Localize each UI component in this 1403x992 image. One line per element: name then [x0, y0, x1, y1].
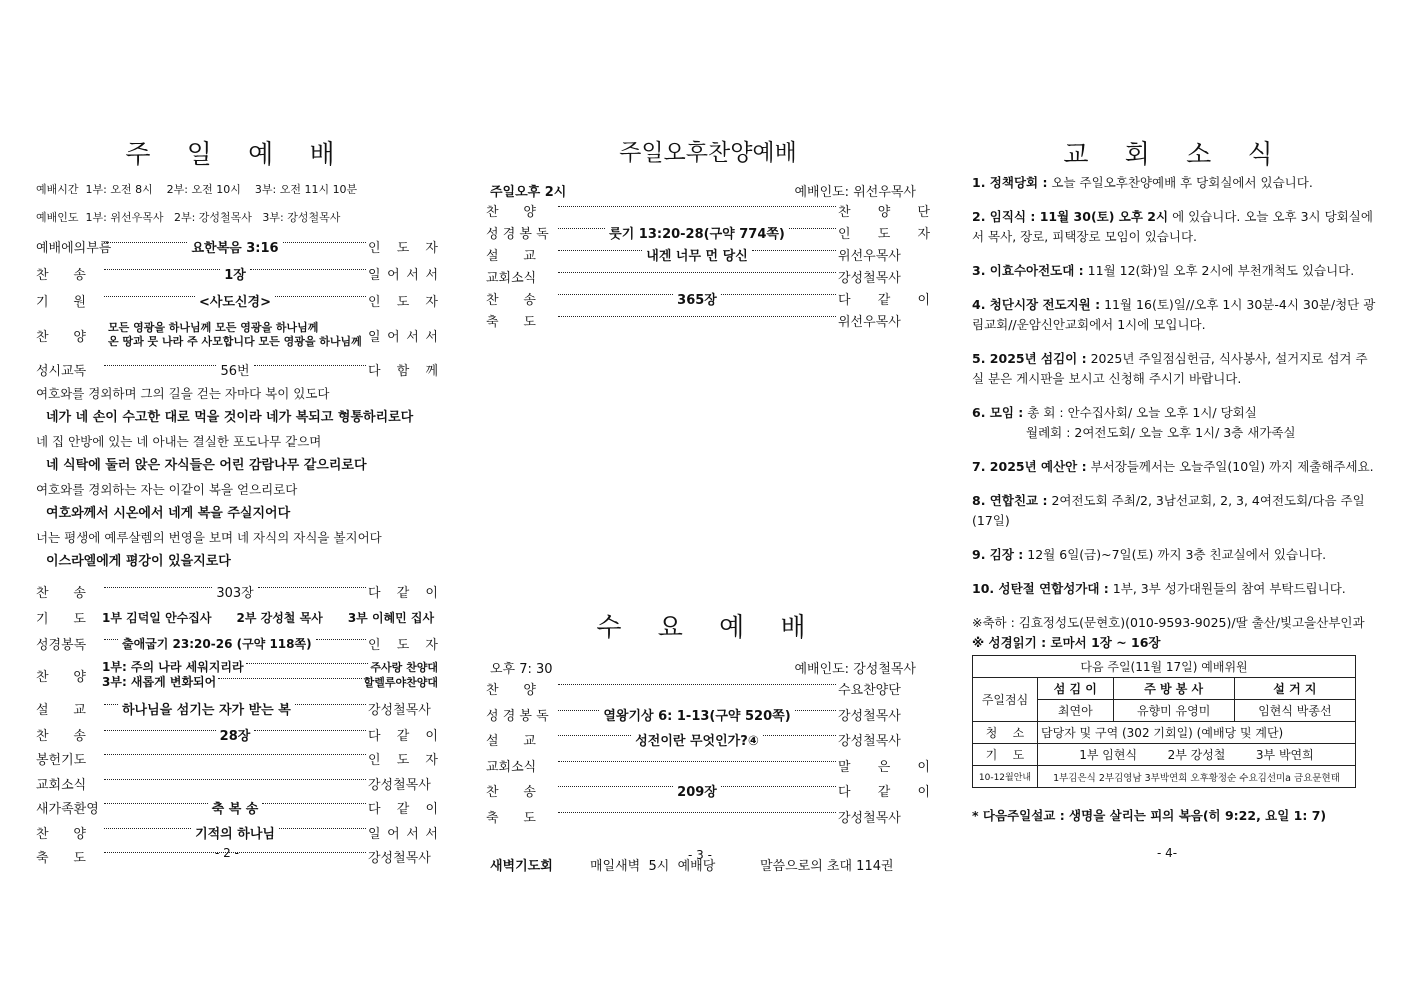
order-label: 찬 양	[36, 826, 86, 842]
order-item: 축 복 송	[211, 802, 259, 818]
order-item: 365장	[677, 292, 717, 308]
order-who: 찬 양 단	[838, 204, 930, 220]
order-label: 설 교	[486, 734, 536, 750]
news-item	[972, 349, 1378, 389]
responsive-reading-row	[36, 356, 438, 382]
sermon-label: 설 교	[36, 702, 86, 718]
order-who: 강성철목사	[838, 734, 901, 750]
next-sermon: * 다음주일설교 : 생명을 살리는 피의 복음(히 9:22, 요일 1: 7)	[972, 808, 1327, 823]
order-row	[486, 221, 930, 243]
wednesday-worship-title: 수 요 예 배	[596, 613, 820, 643]
prayer-text: 1부 김덕일 안수집사 2부 강성철 목사 3부 이혜민 집사	[102, 610, 435, 625]
read-label: 성시교독	[36, 363, 87, 379]
order-who: 강성철목사	[368, 851, 431, 867]
news-item	[972, 207, 1378, 247]
order-who: 인 도 자	[838, 226, 931, 242]
h-kitchen: 주 방 봉 사	[1113, 678, 1234, 700]
news-item	[972, 491, 1378, 531]
clean-label: 청 소	[973, 722, 1038, 744]
order-row	[486, 199, 930, 221]
news-item	[972, 403, 1378, 423]
read2-who: 인 도 자	[368, 637, 438, 653]
hymn-row	[36, 314, 438, 356]
order-who: 다 같 이	[838, 785, 931, 801]
news-heading: 5. 2025년 섬김이 :	[972, 351, 1087, 366]
order-row	[486, 753, 930, 779]
order-label: 교회소식	[36, 777, 87, 793]
hymn2-label: 찬 송	[36, 585, 86, 601]
order-item: 209장	[677, 785, 717, 801]
order-row	[486, 727, 930, 753]
order-who: 위선우목사	[838, 248, 901, 264]
order-who: 강성철목사	[368, 777, 431, 793]
news-heading: 7. 2025년 예산안 :	[972, 459, 1087, 474]
page-number-2: - 2 -	[215, 846, 239, 860]
order-label: 축 도	[486, 314, 536, 330]
news-list	[972, 173, 1378, 599]
wednesday-order	[486, 676, 930, 829]
sermon-row	[36, 694, 438, 722]
order-row	[486, 778, 930, 804]
sermon-who: 강성철목사	[368, 702, 431, 718]
hymn2-who: 다 같 이	[368, 585, 438, 601]
order-label: 성 경 봉 독	[486, 226, 549, 242]
order-who: 수요찬양단	[838, 683, 901, 699]
hymn-who: 일 어 서 서	[368, 329, 438, 345]
choir-1-who: 주사랑 찬양대	[370, 661, 438, 674]
duty-table	[972, 655, 1356, 788]
read2-row	[36, 630, 438, 656]
order-who: 인 도 자	[368, 241, 438, 256]
order-row	[36, 796, 438, 821]
news-text: 11월 12(화)일 오후 2시에 부천개척도 있습니다.	[1087, 263, 1355, 278]
order-who: 다 같 이	[368, 802, 439, 818]
order-item: <사도신경>	[198, 295, 272, 310]
order-label: 찬 송	[486, 785, 536, 801]
order-item: 성전이란 무엇인가?④	[635, 734, 759, 750]
order-who: 일 어 서 서	[368, 826, 438, 842]
page-2	[36, 130, 438, 869]
news-text: 2025년 주일점심헌금, 식사봉사, 설거지로 섬겨 주실 분은 게시판을 보시고 신청해 주시기 바랍니다.	[972, 351, 1368, 386]
order-who: 위선우목사	[838, 314, 901, 330]
afternoon-worship-title: 주일오후찬양예배	[619, 140, 797, 166]
pray-label: 기 도	[973, 744, 1038, 766]
order-label: 축 도	[486, 810, 536, 826]
news-text: 총 회 : 안수집사회/ 오늘 오후 1시/ 당회실	[1027, 405, 1257, 420]
afternoon-order	[486, 199, 930, 331]
news-text: 1부, 3부 성가대원들의 참여 부탁드립니다.	[1112, 581, 1346, 596]
news-heading: 1. 정책당회 :	[972, 175, 1048, 190]
order-item: 열왕기상 6: 1-13(구약 520쪽)	[603, 708, 791, 724]
order-item: 1장	[224, 268, 246, 283]
hymn-line-2: 온 땅과 뭇 나라 주 사모합니다 모든 영광을 하나님께	[108, 335, 362, 348]
dawn-text: 매일새벽 5시 예배당	[590, 859, 716, 874]
h-dishes: 설 거 지	[1234, 678, 1355, 700]
order-row	[36, 287, 438, 314]
lunch-label: 주일점심	[973, 678, 1038, 722]
prayer-row	[36, 604, 438, 630]
worship-leaders: 예배인도 1부: 위선우목사 2부: 강성철목사 3부: 강성철목사	[36, 211, 341, 224]
order-row	[36, 722, 438, 747]
order-who: 다 같 이	[368, 728, 438, 744]
wednesday-time: 오후 7: 30	[490, 661, 553, 677]
clean-value: 담당자 및 구역 (302 기회일) (예배당 및 계단)	[1038, 722, 1356, 744]
psalm-line: 너는 평생에 예루살렘의 번영을 보며 네 자식의 자식을 볼지어다	[36, 530, 382, 545]
news-heading: 10. 성탄절 연합성가대 :	[972, 581, 1109, 596]
news-text: 12월 6일(금)~7일(토) 까지 3층 친교실에서 있습니다.	[1027, 547, 1327, 562]
order-who: 일 어 서 서	[368, 268, 439, 283]
order-item: 룻기 13:20-28(구약 774쪽)	[609, 226, 785, 242]
order-row	[486, 702, 930, 728]
h-servers: 섬 김 이	[1038, 678, 1114, 700]
order-label: 찬 송	[36, 728, 86, 744]
read-who: 다 함 께	[368, 363, 439, 379]
order-row	[486, 243, 930, 265]
v-dishes: 임현식 박종선	[1234, 700, 1355, 722]
read2-mid: 출애굽기 23:20-26 (구약 118쪽)	[122, 636, 312, 651]
order-row	[36, 747, 438, 772]
order-row	[36, 233, 438, 260]
psalm-line: 여호와를 경외하며 그의 길을 걷는 자마다 복이 있도다	[36, 386, 330, 401]
page-number-3: - 3 -	[688, 848, 712, 862]
order-label: 설 교	[486, 248, 536, 264]
order-who: 강성철목사	[838, 270, 901, 286]
prayer-label: 기 도	[36, 611, 86, 627]
congrats: ※축하 : 김효정성도(문현호)(010-9593-9025)/딸 출산/빛고을산부인과	[972, 615, 1365, 630]
psalm-line: 네가 네 손이 수고한 대로 먹을 것이라 네가 복되고 형통하리로다	[46, 410, 414, 425]
page-4	[972, 130, 1378, 824]
news-item	[972, 173, 1378, 193]
psalm-line: 여호와께서 시온에서 네게 복을 주실지어다	[46, 506, 291, 521]
order-label: 새가족환영	[36, 802, 99, 818]
choir-1: 1부: 주의 나라 세워지리라	[102, 660, 244, 674]
order-label: 성 경 봉 독	[486, 708, 549, 724]
news-text: 부서장들께서는 오늘주일(10일) 까지 제출해주세요.	[1090, 459, 1374, 474]
guide-label: 10-12월안내	[973, 766, 1038, 788]
news-heading: 6. 모임 :	[972, 405, 1024, 420]
wednesday-leader: 예배인도: 강성철목사	[794, 661, 916, 677]
news-heading: 4. 청단시장 전도지원 :	[972, 297, 1101, 312]
dawn-book: 말씀으로의 초대 114권	[760, 859, 894, 874]
order-who: 다 같 이	[838, 292, 931, 308]
choir-2-who: 할렐루야찬양대	[363, 676, 438, 689]
sunday-worship-title: 주 일 예 배	[125, 140, 349, 170]
hymn-line-1: 모든 영광을 하나님께 모든 영광을 하나님께	[108, 321, 319, 334]
news-item	[972, 423, 1378, 443]
afternoon-leader: 예배인도: 위선우목사	[794, 184, 916, 200]
afternoon-time: 주일오후 2시	[490, 184, 567, 200]
order-item: 요한복음 3:16	[191, 241, 279, 256]
hymn-label: 찬 양	[36, 329, 86, 345]
order-a	[36, 233, 438, 314]
order-who: 말 은 이	[838, 759, 930, 775]
psalm-text	[36, 382, 438, 574]
pray-value: 1부 임현식 2부 강성철 3부 박연희	[1038, 744, 1356, 766]
news-heading: 2. 임직식 : 11월 30(토) 오후 2시	[972, 209, 1169, 224]
news-text: 11월 16(토)일//오후 1시 30분-4시 30분/청단 광림교회//운암신안교회에서 1시에 모입니다.	[972, 297, 1376, 332]
news-heading: 9. 김장 :	[972, 547, 1024, 562]
news-text: 월례회 : 2여전도회/ 오늘 오후 1시/ 3층 새가족실	[1026, 425, 1296, 440]
order-who: 인 도 자	[368, 753, 438, 769]
order-row	[486, 804, 930, 830]
guide-value: 1부김은식 2부김영남 3부박연희 오후황정순 수요김선미a 금요문현태	[1038, 766, 1356, 788]
psalm-line: 네 식탁에 둘러 앉은 자식들은 어린 감람나무 같으리로다	[46, 458, 367, 473]
news-item	[972, 261, 1378, 281]
order-item: 내겐 너무 먼 당신	[646, 248, 748, 264]
duty-caption: 다음 주일(11월 17일) 예배위원	[973, 656, 1356, 678]
order-item: 28장	[219, 728, 251, 744]
order-who: 강성철목사	[838, 708, 901, 724]
news-item	[972, 457, 1378, 477]
news-heading: 3. 이효수아전도대 :	[972, 263, 1084, 278]
news-text: 2여전도회 주최/2, 3남선교회, 2, 3, 4여전도회/다음 주일(17일)	[972, 493, 1365, 528]
hymn2-row	[36, 578, 438, 604]
order-row	[486, 676, 930, 702]
order-label: 기 원	[36, 295, 86, 310]
read2-label: 성경봉독	[36, 637, 87, 653]
order-label: 찬 송	[486, 292, 536, 308]
v-kitchen: 유향미 유영미	[1113, 700, 1234, 722]
order-who: 강성철목사	[838, 810, 901, 826]
dawn-label: 새벽기도회	[490, 859, 553, 874]
choir-row	[36, 656, 438, 694]
page-3	[486, 130, 930, 874]
worship-times: 예배시간 1부: 오전 8시 2부: 오전 10시 3부: 오전 11시 10분	[36, 183, 358, 196]
order-row	[486, 265, 930, 287]
order-item: 기적의 하나님	[195, 826, 275, 842]
news-item	[972, 295, 1378, 335]
news-item	[972, 579, 1378, 599]
news-text: 오늘 주일오후찬양예배 후 당회실에서 있습니다.	[1051, 175, 1313, 190]
order-label: 찬 양	[486, 683, 536, 699]
order-label: 예배에의부름	[36, 241, 112, 256]
bible-reading: ※ 성경읽기 : 로마서 1장 ~ 16장	[972, 635, 1161, 650]
order-label: 교회소식	[486, 270, 537, 286]
choir-2: 3부: 새롭게 변화되어	[102, 675, 217, 689]
order-label: 교회소식	[486, 759, 537, 775]
order-row	[486, 287, 930, 309]
news-item	[972, 545, 1378, 565]
order-label: 봉헌기도	[36, 753, 87, 769]
order-row	[486, 309, 930, 331]
order-who: 인 도 자	[368, 295, 438, 310]
read-mid: 56번	[220, 363, 250, 379]
sermon-title: 하나님을 섬기는 자가 받는 복	[122, 702, 291, 718]
news-heading: 8. 연합친교 :	[972, 493, 1048, 508]
order-row	[36, 771, 438, 796]
psalm-line: 이스라엘에게 평강이 있을지로다	[46, 554, 231, 569]
page-number-4: - 4-	[1157, 846, 1178, 860]
hymn2-mid: 303장	[216, 585, 254, 601]
order-row	[36, 820, 438, 845]
order-label: 찬 송	[36, 268, 86, 283]
order-label: 찬 양	[486, 204, 536, 220]
psalm-line: 네 집 안방에 있는 네 아내는 결실한 포도나무 같으며	[36, 434, 322, 449]
news-text: 에 있습니다. 오늘 오후 3시 당회실에서 목사, 장로, 피택장로 모임이 있습니다.	[972, 209, 1373, 244]
v-servers: 최연아	[1038, 700, 1114, 722]
order-row	[36, 260, 438, 287]
psalm-line: 여호와를 경외하는 자는 이같이 복을 얻으리로다	[36, 482, 298, 497]
church-news-title: 교 회 소 식	[1063, 140, 1287, 170]
choir-label: 찬 양	[36, 669, 86, 685]
order-label: 축 도	[36, 851, 86, 867]
